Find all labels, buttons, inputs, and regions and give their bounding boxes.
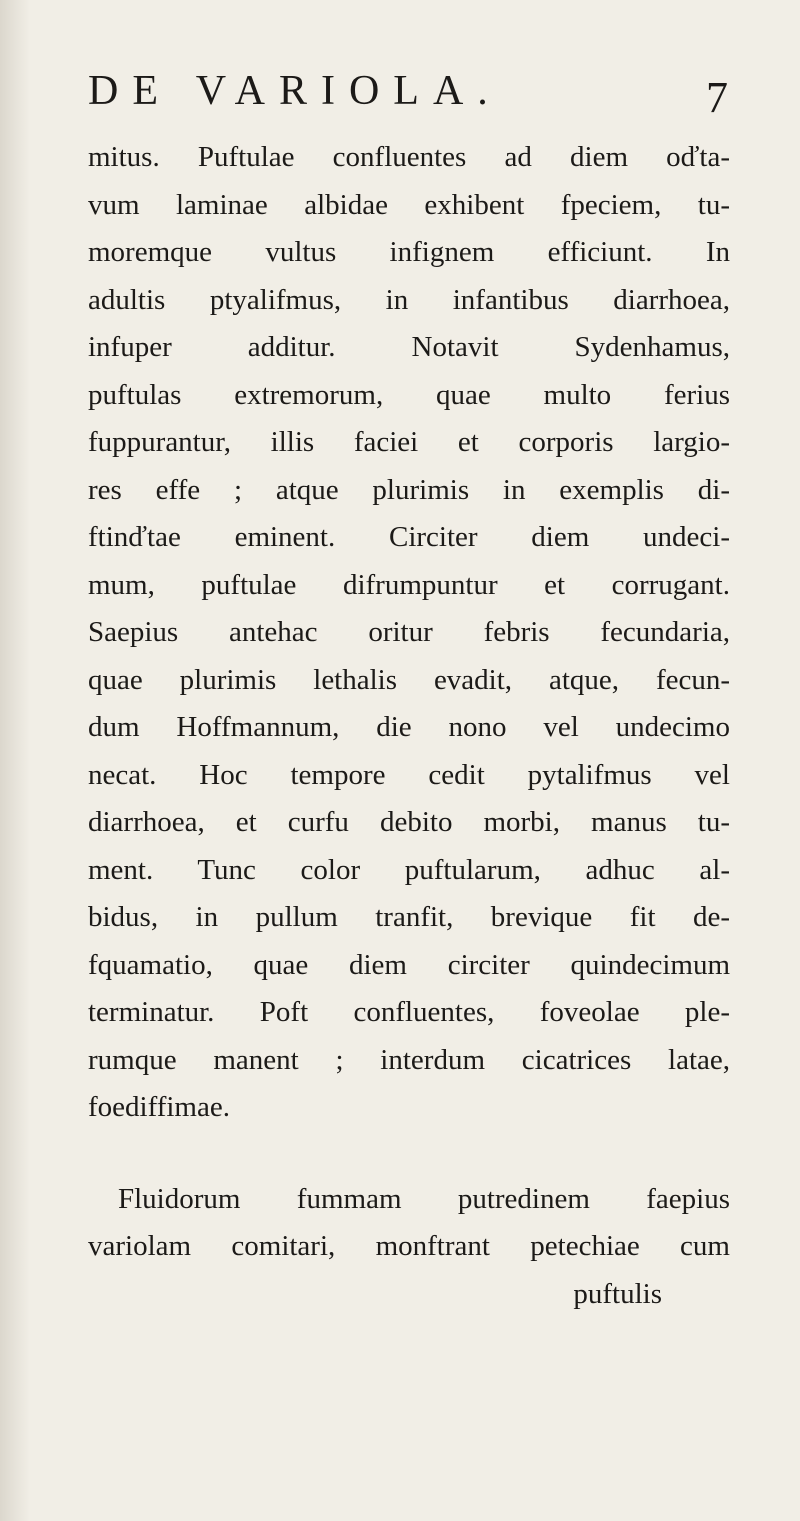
text-line: adultis ptyalifmus, in infantibus diarrhoea, <box>88 283 730 316</box>
text-line: foediffimae. <box>88 1091 230 1123</box>
text-line: moremque vultus infignem efficiunt. In <box>88 236 730 268</box>
text-line: ftinďtae eminent. Circiter diem undeci- <box>88 521 730 553</box>
text-line: diarrhoea, et curfu debito morbi, manus tu- <box>88 806 730 838</box>
text-line: ment. Tunc color puftularum, adhuc al- <box>88 853 730 886</box>
body-text <box>88 134 730 1318</box>
text-line: quae plurimis lethalis evadit, atque, fecun- <box>88 663 730 696</box>
text-line: rumque manent ; interdum cicatrices latae, <box>88 1043 730 1076</box>
text-line: vum laminae albidae exhibent fpeciem, tu- <box>88 188 730 221</box>
paragraph-2 <box>88 1176 730 1271</box>
running-title: DE VARIOLA. <box>88 68 502 114</box>
text-line: infuper additur. Notavit Sydenhamus, <box>88 331 730 363</box>
page-number: 7 <box>706 73 728 122</box>
text-line: Saepius antehac oritur febris fecundaria, <box>88 616 730 648</box>
text-line: res effe ; atque plurimis in exemplis di- <box>88 473 730 506</box>
text-line: variolam comitari, monftrant petechiae cum <box>88 1230 730 1262</box>
text-line: puftulas extremorum, quae multo ferius <box>88 378 730 411</box>
text-line: terminatur. Poft confluentes, foveolae ple- <box>88 996 730 1028</box>
text-line: fquamatio, quae diem circiter quindecimum <box>88 948 730 981</box>
paragraph-1 <box>88 134 730 1132</box>
catchword: puftulis <box>573 1277 662 1310</box>
paragraph-gap <box>88 1132 730 1176</box>
text-line: dum Hoffmannum, die nono vel undecimo <box>88 711 730 743</box>
page-header <box>88 70 728 130</box>
text-line: fuppurantur, illis faciei et corporis largio- <box>88 426 730 458</box>
text-line: Fluidorum fummam putredinem faepius <box>118 1182 730 1215</box>
text-line: mum, puftulae difrumpuntur et corrugant. <box>88 568 730 601</box>
text-line: bidus, in pullum tranfit, brevique fit de- <box>88 901 730 933</box>
text-line: mitus. Puftulae confluentes ad diem oďta- <box>88 141 730 173</box>
text-line: necat. Hoc tempore cedit pytalifmus vel <box>88 758 730 791</box>
